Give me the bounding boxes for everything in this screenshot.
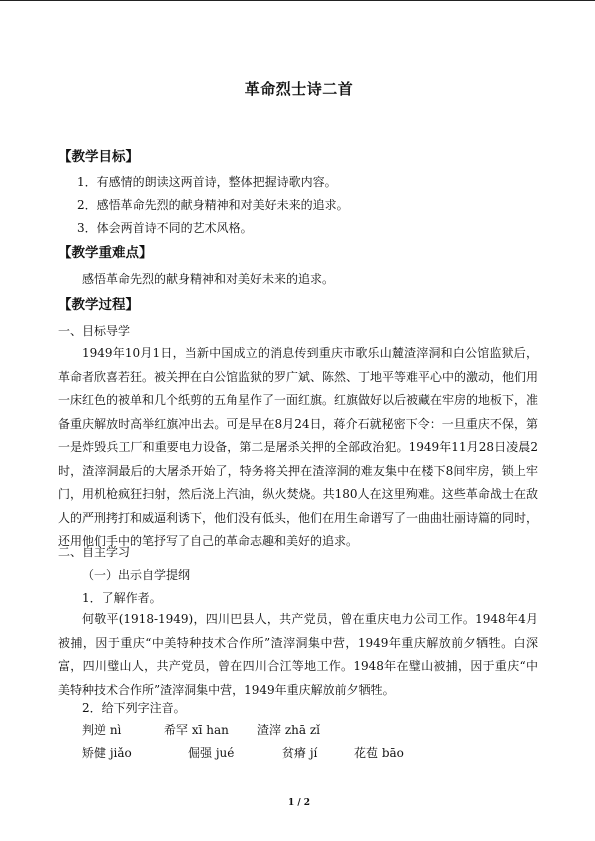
pinyin-item: 贫瘠 jí (282, 746, 318, 760)
document-title: 革命烈士诗二首 (244, 80, 354, 98)
authors-paragraph: 何敬平(1918-1949)，四川巴县人，共产党员，曾在重庆电力公司工作。1948年4月被捕，因于重庆“中美特种技术合作所”渣滓洞集中营，1949年重庆解放前夕牺牲。白深富，四川璧山人，共产党员，曾在四川合江等地工作。1948年在璧山被捕，因于重庆“中美特种技术合作所”渣滓洞集中营，1949年重庆解放前夕牺牲。 (58, 612, 538, 697)
goal-item-1: 1．有感情的朗读这两首诗，整体把握诗歌内容。 (77, 175, 337, 189)
page-number: 1 / 2 (287, 798, 311, 808)
goal-item-2: 2．感悟革命先烈的献身精神和对美好未来的追求。 (77, 198, 349, 212)
goal-item-3: 3．体会两首诗不同的艺术风格。 (77, 221, 253, 235)
part1-heading: 一、目标导学 (58, 324, 131, 338)
step2-label: 2．给下列字注音。 (82, 701, 186, 715)
pinyin-item: 矫健 jiǎo (82, 746, 132, 760)
goals-heading: 【教学目标】 (58, 149, 139, 165)
pinyin-item: 判逆 nì (82, 723, 122, 737)
key-points-heading: 【教学重难点】 (58, 245, 153, 261)
pinyin-item: 希罕 xī han (164, 723, 229, 737)
sub1-heading: （一）出示自学提纲 (82, 568, 191, 582)
key-points-text: 感悟革命先烈的献身精神和对美好未来的追求。 (82, 272, 335, 286)
pinyin-item: 花苞 bāo (354, 746, 404, 760)
step1-label: 1．了解作者。 (82, 591, 162, 605)
pinyin-item: 倔强 jué (188, 746, 235, 760)
part1-paragraph: 1949年10月1日，当新中国成立的消息传到重庆市歌乐山麓渣滓洞和白公馆监狱后，革命者欣喜若狂。被关押在白公馆监狱的罗广斌、陈然、丁地平等难平心中的激动，他们用一床红色的被单和几个纸剪的五角星作了一面红旗。红旗做好以后被藏在牢房的地板下，准备重庆解放时高举红旗冲出去。可是早在8月24日，蒋介石就秘密下令：一旦重庆不保，第一是炸毁兵工厂和重要电力设备，第二是屠杀关押的全部政治犯。1949年11月28日凌晨2时，渣滓洞最后的大屠杀开始了，特务将关押在渣滓洞的难友集中在楼下8间牢房，锁上牢门，用机枪疯狂扫射，然后浇上汽油，纵火焚烧。共180人在这里殉难。这些革命战士在敌人的严刑拷打和威逼利诱下，他们没有低头，他们在用生命谱写了一曲曲壮丽诗篇的同时，还用他们手中的笔抒写了自己的革命志趣和美好的追求。 (58, 346, 539, 548)
part2-heading: 二、自主学习 (58, 545, 131, 559)
header-rule (0, 0, 595, 1)
pinyin-item: 渣滓 zhā zǐ (257, 723, 320, 737)
process-heading: 【教学过程】 (58, 297, 139, 313)
